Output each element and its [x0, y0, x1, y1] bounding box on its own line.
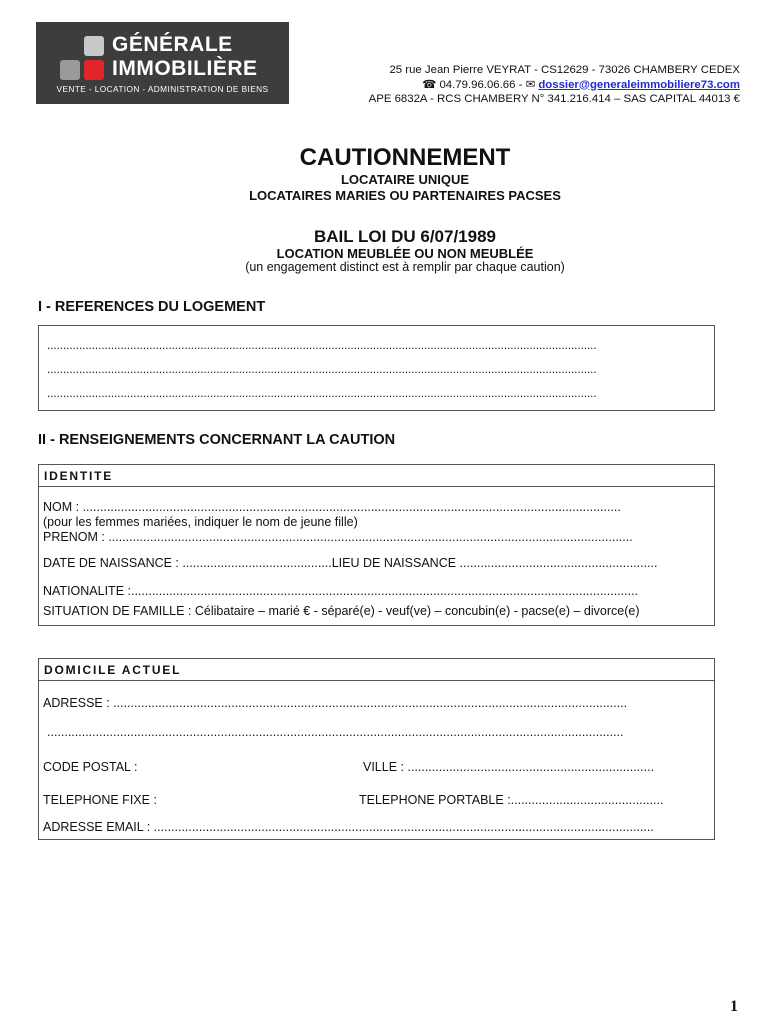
subtitle-locataire-unique: LOCATAIRE UNIQUE: [340, 172, 470, 187]
adresse-line-2[interactable]: ......................................................................................................................................................................: [47, 725, 624, 739]
company-logo: [36, 22, 289, 104]
page-number: 1: [730, 998, 738, 1015]
ville-field[interactable]: VILLE : .......................................................................: [363, 760, 655, 774]
logo-tagline: VENTE - LOCATION - ADMINISTRATION DE BIENS: [56, 84, 269, 94]
logement-line-2[interactable]: ............................................................................................................................................................................: [47, 364, 597, 376]
logo-square-red: [84, 60, 104, 80]
company-address: 25 rue Jean Pierre VEYRAT - CS12629 - 73026 CHAMBERY CEDEX: [389, 64, 740, 76]
telephone-portable-field[interactable]: TELEPHONE PORTABLE :............................................: [359, 793, 664, 807]
situation-famille-field[interactable]: SITUATION DE FAMILLE : Célibataire – marié € - séparé(e) - veuf(ve) – concubin(e) - pacse(e) – divorce(e): [43, 604, 640, 618]
logo-line1: GÉNÉRALE: [112, 33, 233, 56]
nom-field[interactable]: NOM : ...........................................................................................................................................................: [43, 500, 621, 514]
bail-title: BAIL LOI DU 6/07/1989: [313, 227, 497, 246]
company-email-link[interactable]: dossier@generaleimmobiliere73.com: [538, 78, 740, 91]
engagement-note: (un engagement distinct est à remplir par chaque caution): [245, 260, 565, 274]
section2-heading: II - RENSEIGNEMENTS CONCERNANT LA CAUTION: [38, 432, 396, 448]
phone-icon: ☎: [422, 78, 437, 91]
logo-square-light: [84, 36, 104, 56]
contact-line: [369, 78, 740, 93]
telephone-fixe-field[interactable]: TELEPHONE FIXE :: [43, 793, 157, 807]
domicile-header: DOMICILE ACTUEL: [39, 659, 714, 681]
identite-box: [38, 464, 715, 626]
adresse-field[interactable]: ADRESSE : ....................................................................................................................................................: [43, 696, 628, 710]
subtitle-locataires-maries: LOCATAIRES MARIES OU PARTENAIRES PACSES: [249, 188, 561, 203]
location-type: LOCATION MEUBLÉE OU NON MEUBLÉE: [276, 246, 534, 261]
nom-note: (pour les femmes mariées, indiquer le nom de jeune fille): [43, 515, 358, 529]
nationalite-field[interactable]: NATIONALITE :..................................................................................................................................................: [43, 584, 639, 598]
prenom-field[interactable]: PRENOM : .......................................................................................................................................................: [43, 530, 633, 544]
document-title: CAUTIONNEMENT: [299, 144, 511, 171]
mail-icon: ✉: [525, 78, 536, 91]
logement-line-3[interactable]: ............................................................................................................................................................................: [47, 388, 597, 400]
company-phone: 04.79.96.06.66 -: [439, 78, 523, 91]
logement-line-1[interactable]: ............................................................................................................................................................................: [47, 340, 597, 352]
logement-references-box: [38, 325, 715, 411]
logo-square-gray: [60, 60, 80, 80]
identite-header: IDENTITE: [39, 465, 714, 487]
section1-heading: I - REFERENCES DU LOGEMENT: [38, 299, 266, 315]
company-address-block: [369, 63, 740, 107]
email-field[interactable]: ADRESSE EMAIL : ................................................................................................................................................: [43, 820, 654, 834]
logo-line2: IMMOBILIÈRE: [112, 57, 258, 80]
company-legal: APE 6832A - RCS CHAMBERY N° 341.216.414 – SAS CAPITAL 44013 €: [368, 93, 740, 105]
naissance-field[interactable]: DATE DE NAISSANCE : ...........................................LIEU DE NAISSANCE .........................................................: [43, 556, 658, 570]
domicile-box: [38, 658, 715, 840]
code-postal-field[interactable]: CODE POSTAL :: [43, 760, 138, 774]
